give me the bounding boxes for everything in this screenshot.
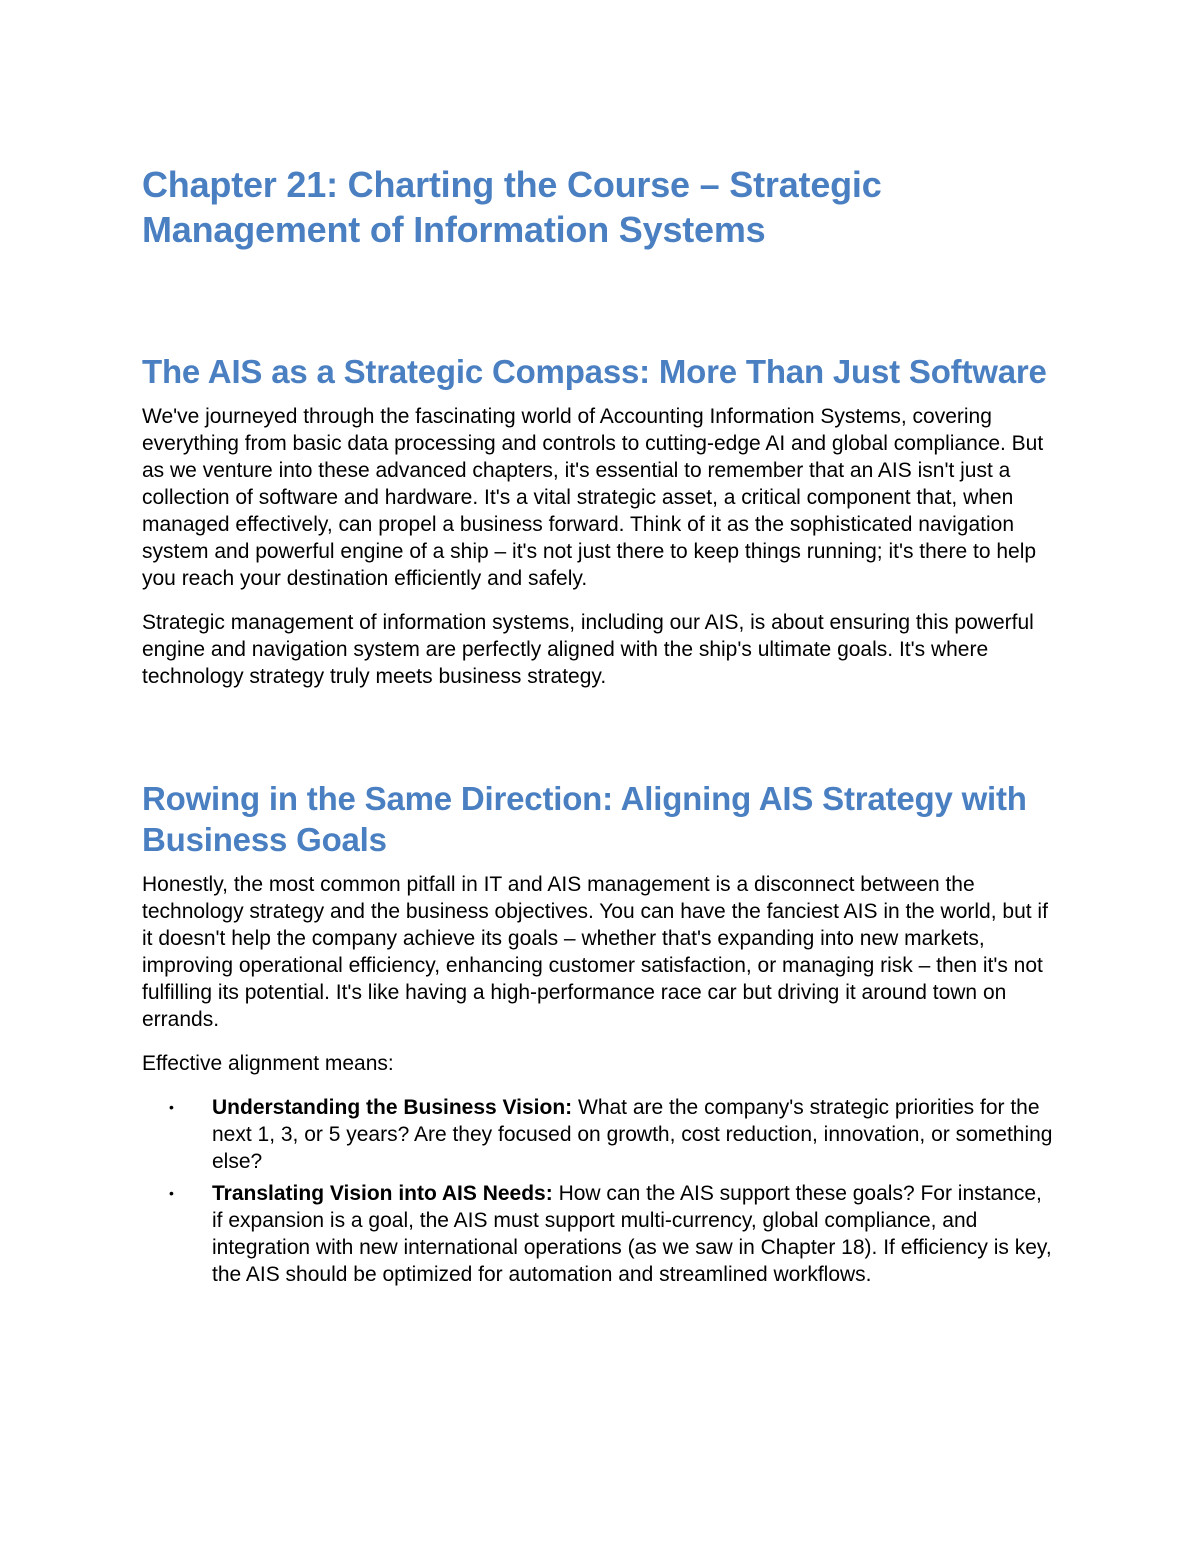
section1-paragraph-2: Strategic management of information systems, including our AIS, is about ensuring this powerful engine and navigation system are perfectly aligned with the ship's ultimate goals. It's where technology strategy truly meets business strategy. xyxy=(142,611,1034,688)
bullet-text: How can the AIS support these goals? For instance, if expansion is a goal, the AIS must support multi-currency, global compliance, and integration with new international operations (as we saw in Chapter 18). If efficiency is key, the AIS should be optimized for automation and streamlined workflows. xyxy=(212,1182,1052,1286)
document-page xyxy=(142,162,1054,1293)
section1-paragraph-1: We've journeyed through the fascinating world of Accounting Information Systems, covering everything from basic data processing and controls to cutting-edge AI and global compliance. But as we venture into these advanced chapters, it's essential to remember that an AIS isn't just a collection of software and hardware. It's a vital strategic asset, a critical component that, when managed effectively, can propel a business forward. Think of it as the sophisticated navigation system and powerful engine of a ship – it's not just there to keep things running; it's there to help you reach your destination efficiently and safely. xyxy=(142,405,1044,590)
section-heading-strategic-compass: The AIS as a Strategic Compass: More Than Just Software xyxy=(142,353,1047,390)
bullet-icon: • xyxy=(169,1099,174,1115)
bullet-icon: • xyxy=(169,1185,174,1201)
bullet-text: What are the company's strategic priorities for the next 1, 3, or 5 years? Are they focused on growth, cost reduction, innovation, or something else? xyxy=(212,1096,1053,1173)
list-item xyxy=(142,1094,1054,1175)
bullet-term: Translating Vision into AIS Needs: xyxy=(212,1182,553,1205)
bullet-term: Understanding the Business Vision: xyxy=(212,1096,573,1119)
list-item xyxy=(142,1180,1054,1288)
section2-paragraph-2: Effective alignment means: xyxy=(142,1052,394,1075)
section-heading-aligning-strategy: Rowing in the Same Direction: Aligning AIS Strategy with Business Goals xyxy=(142,780,1027,858)
chapter-title: Chapter 21: Charting the Course – Strategic Management of Information Systems xyxy=(142,164,882,250)
section2-paragraph-1: Honestly, the most common pitfall in IT and AIS management is a disconnect between the technology strategy and the business objectives. You can have the fanciest AIS in the world, but if it doesn't help the company achieve its goals – whether that's expanding into new markets, improving operational efficiency, enhancing customer satisfaction, or managing risk – then it's not fulfilling its potential. It's like having a high-performance race car but driving it around town on errands. xyxy=(142,873,1048,1031)
alignment-bullet-list xyxy=(142,1094,1054,1288)
